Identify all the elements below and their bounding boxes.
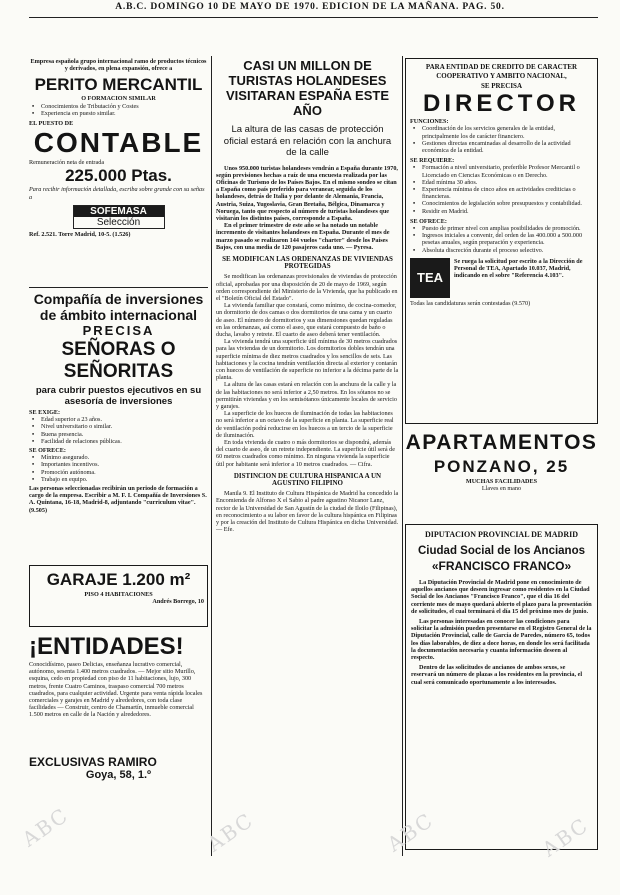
bullet-item: • Buena presencia. [29,431,208,438]
bullet-item: • Coordinación de los servicios generales de la entidad, principalmente los de carácter financiero. [410,125,593,139]
abc-watermark: ABC [382,807,439,857]
bullet-item: • Conocimientos de Tributación y Costes [29,103,208,110]
ad-head: DIPUTACION PROVINCIAL DE MADRID [425,530,578,539]
bullet-item: • Formación a nivel universitario, preferible Profesor Mercantil o Licenciado en Ciencias Económicas o en Derecho. [410,164,593,178]
ad-subtitle: O FORMACION SIMILAR [81,95,156,103]
ad-title: Ciudad Social de los Ancianos [418,545,585,557]
paragraph: Manila 9. El Instituto de Cultura Hispánica de Madrid ha concedido la Encomienda de Alfonso X el Sabio al padre agustino Nicanor Lanz, rector de la Universidad de San Agustín de la ciudad de Iloilo (Filipinas), en reconocimiento a su labor en favor de la cultura hispánica en Filipinas y por la creación del Instituto de Cultura Hispánica en dicha Universidad. — Efe. [216,490,399,534]
ad-name: EXCLUSIVAS RAMIRO [29,755,157,769]
tea-block [410,258,593,298]
ad-footer: Todas las candidaturas serán contestadas (9.570) [410,299,531,307]
tea-logo: TEA [410,258,450,298]
bullet-item: • Trabajo en equipo. [29,476,208,483]
ad-title: GARAJE 1.200 m² [46,570,191,589]
ad-exige [29,416,208,445]
column-rule [402,56,403,856]
bullet-item: • Mínimo asegurado. [29,454,208,461]
ad-h1: Compañía de inversiones de ámbito internacional [33,291,204,323]
ad-director [405,58,598,424]
paragraph: Unos 950.000 turistas holandeses vendrán a España durante 1970, según previsiones hechas a raíz de una encuesta realizada por las Oficinas de Turismo de los Países Bajos. En el mismo sondeo se citan a España como país preferido para veranear, seguida de los holandeses, detrás de Italia y por delante de Alemania, Francia, Austria, Suiza, Yugoslavia, Gran Bretaña, Bélgica, Dinamarca y Noruega, tanto que respecto al número de turistas holandeses que visitarán los distintos países, corresponde a España. [216,164,398,222]
header-rule [29,17,598,18]
bullet-item: • Conocimientos de legislación sobre presupuestos y contabilidad. [410,200,593,207]
bullet-item: • Experiencia en puesto similar. [29,110,208,117]
ad-ofrece-label: SE OFRECE: [29,447,66,455]
ad-label: FUNCIONES: [410,118,449,126]
bullet-item: • Absoluta discreción durante el proceso selectivo. [410,247,593,254]
ad-intro: Empresa española grupo internacional ramo de productos técnicos y derivados, en plena expansión, ofrece a [30,58,207,73]
column-right [405,58,598,850]
bullet-item: • Ingresos iniciales a convenir, del orden de las 400.000 a 500.000 pesetas anuales, según preparación y experiencia. [410,232,593,246]
ad-ofrece [29,454,208,483]
paragraph: En toda vivienda de cuatro o más dormitorios se dispondrá, además del cuarto de aseo, de un retrete independiente. La superficie útil será de 60 metros cuadrados como mínimo. En ninguna vivienda la superficie útil por habitante será inferior a 10 metros cuadrados. — Cifra. [216,439,396,468]
ad-puesto: EL PUESTO DE [29,120,74,128]
ad-apartamentos [405,430,598,520]
abc-watermark: ABC [537,812,594,862]
ad-requiere [410,164,593,214]
article-deck: La altura de las casas de protección oficial estará en relación con la anchura de la calle [223,124,392,158]
ad-h3: para cubrir puestos ejecutivos en su asesoría de inversiones [35,385,202,407]
page-header: A.B.C. DOMINGO 10 DE MAYO DE 1970. EDICION DE LA MAÑANA. PAG. 50. [115,2,505,12]
ad-title: «FRANCISCO FRANCO» [431,559,572,573]
bullet-item: • Importantes incentivos. [29,461,208,468]
ad-info: Para recibir información detallada, escriba sobre grande con su señas a [29,186,205,201]
ad-diputacion [405,524,598,850]
ad-perito-mercantil [29,58,208,284]
article-subhead: SE MODIFICAN LAS ORDENANZAS DE VIVIENDAS PROTEGIDAS [222,255,393,271]
ad-contable: CONTABLE [33,127,204,159]
bullet-item: • Facilidad de relaciones públicas. [29,438,208,445]
ad-line: PISO 4 HABITACIONES [84,591,153,598]
column-middle [216,58,399,895]
bullet-item: • Experiencia mínima de cinco años en actividades crediticias o financieras. [410,186,593,200]
ad-label: SE OFRECE: [410,217,447,225]
paragraph: La vivienda tendrá una superficie útil mínima de 30 metros cuadrados para las viviendas de un dormitorio. Los dormitorios dobles tendrán una superficie mínima de diez metros cuadrados y los sencillos de seis. Las habitaciones y la cocina tendrán ventilación directa al exterior y contarán con huecos de ventilación de superficie no inferior a la décima parte de la planta. [216,338,399,382]
column-rule [211,56,212,856]
ad-ref: Ref. 2.521. Torre Madrid, 10-5. (1.526) [29,230,131,238]
ad-h2: SEÑORAS O SEÑORITAS [61,339,176,382]
paragraph: La altura de las casas estará en relación con la anchura de la calle y la de las habitaciones no será inferior a 2,50 metros. En los sótanos no se permitirán viviendas y en los semisótanos únicamente locales de servicio y garajes. [216,381,397,410]
ad-title: PERITO MERCANTIL [34,75,203,95]
ad-text: Las personas seleccionadas recibirán un periodo de formación a cargo de la empresa. Escribir a M. F. I. Compañía de Inversiones S. A. Quintana, 16-18, Madrid-8, adjuntando "curriculum vitae". (9.505) [29,485,207,514]
article-subhead: DISTINCION DE CULTURA HISPANICA A UN AGUSTINO FILIPINO [233,472,382,488]
ad-bullets [29,103,208,117]
ad-salary: 225.000 Ptas. [65,166,172,186]
article-body [216,165,399,895]
ad-title: ¡ENTIDADES! [29,633,184,660]
bullet-item: • Edad mínima 30 años. [410,179,593,186]
ad-precisa: SE PRECISA [480,83,523,90]
ad-entidades [29,633,208,813]
bullet-item: • Puesto de primer nivel con amplias posibilidades de promoción. [410,225,593,232]
ad-line: MUCHAS FACILIDADES [465,478,538,485]
ad-address: Goya, 58, 1.º [85,769,152,781]
article-headline: CASI UN MILLON DE TURISTAS HOLANDESES VISITARAN ESPAÑA ESTE AÑO [225,58,389,118]
sofemasa-logo: SOFEMASA Selección [73,205,165,229]
abc-watermark: ABC [202,807,259,857]
ad-title: APARTAMENTOS [405,431,598,454]
paragraph: La superficie de los huecos de iluminación de todas las habitaciones no será inferior a un octavo de la superficie en planta. La superficie real de ventilación podrá reducirse en los huecos a un tercio de la superficie de iluminación. [216,410,394,439]
ad-ofrece [410,225,593,254]
ad-tea-text: Se ruega la solicitud por escrito a la Dirección de Personal de TEA, Apartado 10.037, Madrid, indicando en el sobre "Referencia 4.103". [454,257,583,280]
ad-garaje [29,565,208,627]
bullet-item: • Edad superior a 23 años. [29,416,208,423]
ad-line: Llaves en mano [481,485,522,493]
ad-senoras [29,291,208,561]
bullet-item: • Nivel universitario o similar. [29,423,208,430]
ad-text: Conocidísimo, paseo Delicias, enseñanza lucrativo comercial, autónomo, sesenta 1.400 metros cuadrados. — Mejor sitio Murillo, esquina, cedo en propiedad con piso de 11 habitaciones, lujo, 300 metros, frente Cuatro Caminos, traspaso comercial 700 metros cuadrados, para cualquier actividad. Urgente para venta rápida locales comerciales y garajes en Madrid y alrededores, con toda clase facilidades — Construir, centro de Chamartín, inmueble comercial 1.500 metros en calle de la Nación y alrededores. [29,661,203,719]
ad-intro: PARA ENTIDAD DE CREDITO DE CARACTER COOPERATIVO Y AMBITO NACIONAL, [425,63,578,80]
ad-line: Andrés Borrego, 10 [152,598,204,606]
ad-title: DIRECTOR [423,90,580,118]
paragraph: La vivienda familiar que constará, como mínimo, de cocina-comedor, un dormitorio de dos camas o dos dormitorios de una cama y un cuarto de aseo. El número de dormitorios y sus dimensiones quedan reguladas en las ordenanzas, así como el aseo, que estará compuesto de baño o ducha, lavabo y retrete. El cuarto de aseo deberá tener ventilación. [216,302,397,338]
bullet-item: • Gestiones directas encaminadas al desarrollo de la actividad económica de la entidad. [410,140,593,154]
divider [29,287,208,288]
paragraph: La Diputación Provincial de Madrid pone en conocimiento de aquellos ancianos que deseen ingresar como residentes en la Ciudad Social de los Ancianos "Francisco Franco", que el día 16 del corriente mes de mayo quedará abierto el plazo para la presentación de solicitudes, el cual terminará el día 15 del próximo mes de junio. [411,579,592,615]
paragraph: En el primer trimestre de este año se ha notado un notable incremento de visitantes holandeses en España. Durante el mes de marzo pasado se realizaron 144 vuelos "charter" desde los Países Bajos, con una media de 120 pasajeros cada uno. — Pyresa. [216,222,390,251]
ad-exige-label: SE EXIGE: [29,409,61,416]
ad-remuneracion: Remuneración neta de entrada [29,159,105,167]
column-left [29,58,208,813]
bullet-item: • Promoción autónoma. [29,469,208,476]
ad-funciones [410,125,593,154]
paragraph: Se modifican las ordenanzas provisionales de viviendas de protección oficial, aprobadas por una disposición de 20 de mayo de 1969, según orden correspondiente del Ministerio de la Vivienda, que ha publicado en el "Boletín Oficial del Estado". [216,273,398,302]
ad-label: SE REQUIERE: [410,157,455,165]
ad-address: PONZANO, 25 [433,457,570,476]
paragraph: Dentro de las solicitudes de ancianos de ambos sexos, se reservará un número de plazas a los residentes en la provincia, el cual será comunicado oportunamente a los interesados. [411,664,583,686]
paragraph: Las personas interesadas en conocer las condiciones para solicitar la admisión pueden presentarse en el Registro General de la Diputación Provincial, calle de García de Paredes, número 65, todos los días laborables, de diez a doce horas, en donde les será facilitada la documentación necesaria y cuanta información deseen al respecto. [411,618,592,662]
ad-precisa: PRECISA [82,323,155,338]
bullet-item: • Residir en Madrid. [410,208,593,215]
abc-watermark: ABC [17,802,74,852]
